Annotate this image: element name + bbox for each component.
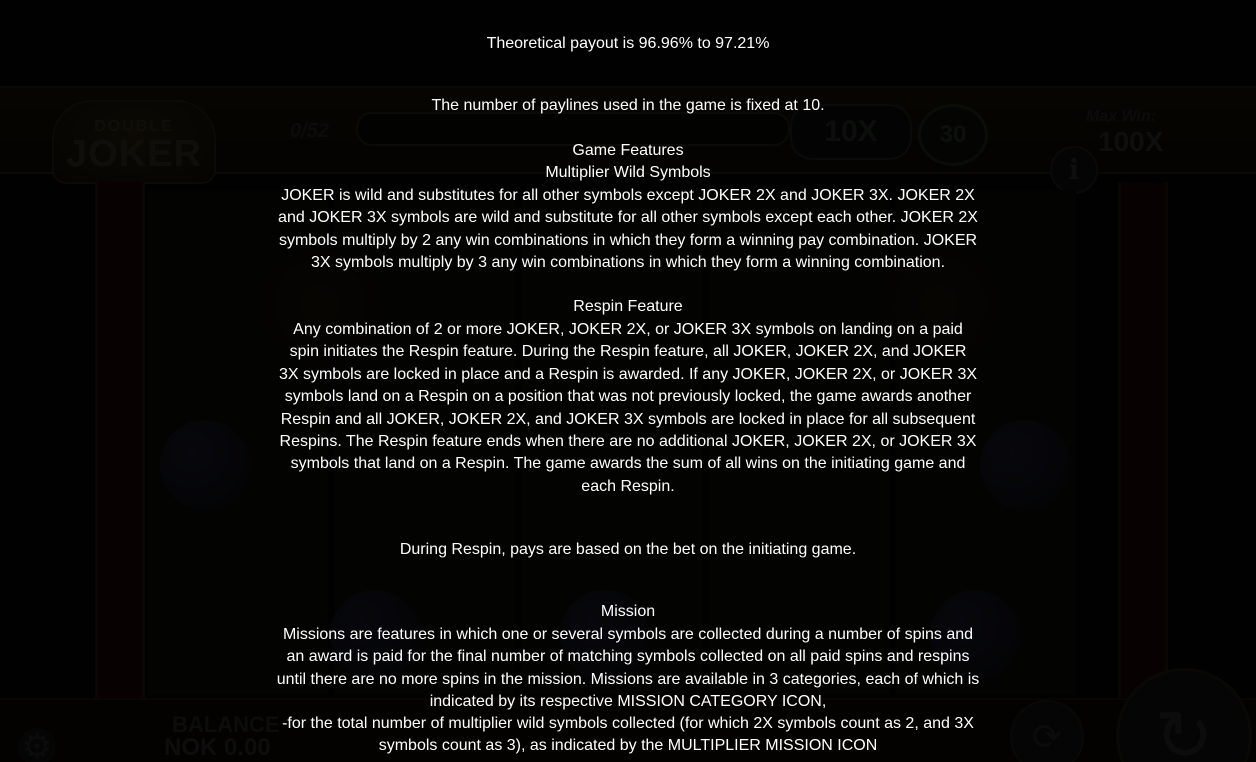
wild-text: JOKER is wild and substitutes for all other symbols except JOKER 2X and JOKER 3X. JOKER 2X and JOKER 3X symbols are wild and substitute for all other symbols except each other. JOKER 2X symbols multiply by 2 any win combinations in which they form a winning pay combination. JOKER 3X symbols multiply by 3 any win combinations in which they form a winning combination.: [278, 187, 978, 272]
mission-heading: Mission: [600, 603, 656, 620]
respin-text: Any combination of 2 or more JOKER, JOKER 2X, or JOKER 3X symbols on landing on a paid spin initiates the Respin feature. During the Respin feature, all JOKER, JOKER 2X, and JOKER 3X symbols are locked in place and a Respin is awarded. If any JOKER, JOKER 2X, or JOKER 3X symbols land on a Respin on a position that was not previously locked, the game awards another Respin and all JOKER, JOKER 2X, and JOKER 3X symbols are locked in place for all subsequent Respins. The Respin feature ends when there are no additional JOKER, JOKER 2X, or JOKER 3X symbols that land on a Respin. The game awards the sum of all wins on the initiating game and each Respin.: [278, 321, 978, 495]
respin-pays-text: During Respin, pays are based on the bet on the initiating game.: [399, 541, 857, 558]
features-heading: Game Features: [572, 142, 684, 159]
mission-text: Missions are features in which one or several symbols are collected during a number of spins and an award is paid for the final number of matching symbols collected on all paid spins and respins until there are no more spins in the mission. Missions are available in 3 categories, each of which is indicated by its respective MISSION CATEGORY ICON,: [276, 626, 980, 711]
wild-heading: Multiplier Wild Symbols: [545, 164, 711, 181]
payout-text: Theoretical payout is 96.96% to 97.21%: [486, 35, 770, 52]
paylines-text: The number of paylines used in the game is fixed at 10.: [431, 97, 825, 114]
respin-heading: Respin Feature: [573, 298, 683, 315]
mission-multiplier-text: -for the total number of multiplier wild symbols collected (for which 2X symbols count as 2, and 3X symbols count as 3), as indicated by the MULTIPLIER MISSION ICON: [282, 715, 974, 755]
